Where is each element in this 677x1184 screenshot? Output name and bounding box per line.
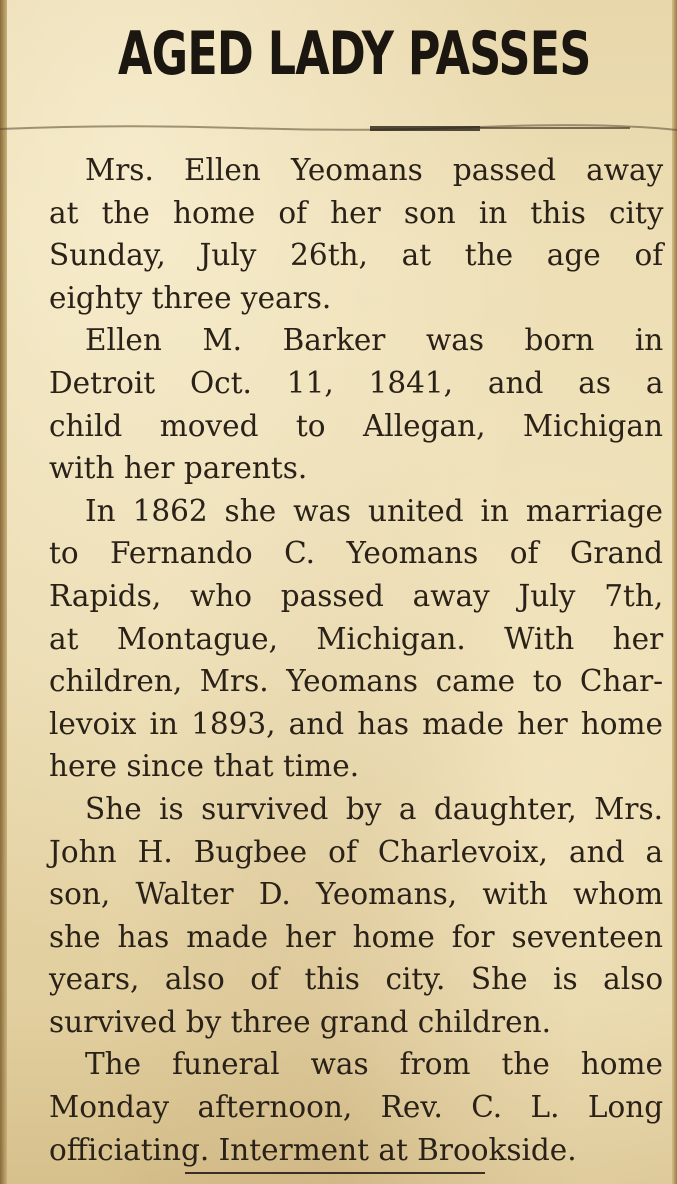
text-line: with her parents. [49,451,308,486]
text-line: In 1862 she was united in marriage [85,493,663,528]
text-line: children, Mrs. Yeomans came to Char- [49,664,664,699]
article-paragraph [13,490,663,788]
headline-rule [0,120,677,138]
article-body [13,149,663,1171]
text-line: Ellen M. Barker was born in [85,323,664,358]
text-line: she has made her home for seventeen [49,919,663,954]
text-line: survived by three grand children. [49,1004,551,1039]
text-line: officiating. Interment at Brookside. [49,1132,577,1167]
text-line: The funeral was from the home [85,1047,663,1082]
text-line: Monday afternoon, Rev. C. L. Long [49,1090,664,1125]
text-line: here since that time. [49,749,360,784]
right-paper-edge [672,0,677,1184]
text-line: Rapids, who passed away July 7th, [49,578,664,613]
end-rule [185,1172,485,1174]
text-line: child moved to Allegan, Michigan [49,408,663,443]
text-line: at the home of her son in this city [49,195,664,230]
text-line: at Montague, Michigan. With her [49,621,664,656]
headline: AGED LADY PASSES [118,19,591,89]
text-line: to Fernando C. Yeomans of Grand [49,536,663,571]
text-line: years, also of this city. She is also [49,962,664,997]
text-line: son, Walter D. Yeomans, with whom [49,877,664,912]
text-line: Detroit Oct. 11, 1841, and as a [49,365,664,400]
left-paper-edge [0,0,7,1184]
text-line: She is survived by a daughter, Mrs. [85,791,663,826]
text-line: eighty three years. [49,280,332,315]
article-paragraph [13,149,663,319]
article-paragraph [13,788,663,1044]
text-line: levoix in 1893, and has made her home [49,706,663,741]
article-paragraph [13,319,663,489]
text-line: Sunday, July 26th, at the age of [49,238,664,273]
text-line: John H. Bugbee of Charlevoix, and a [49,834,664,869]
article-paragraph [13,1043,663,1171]
text-line: Mrs. Ellen Yeomans passed away [85,153,664,187]
